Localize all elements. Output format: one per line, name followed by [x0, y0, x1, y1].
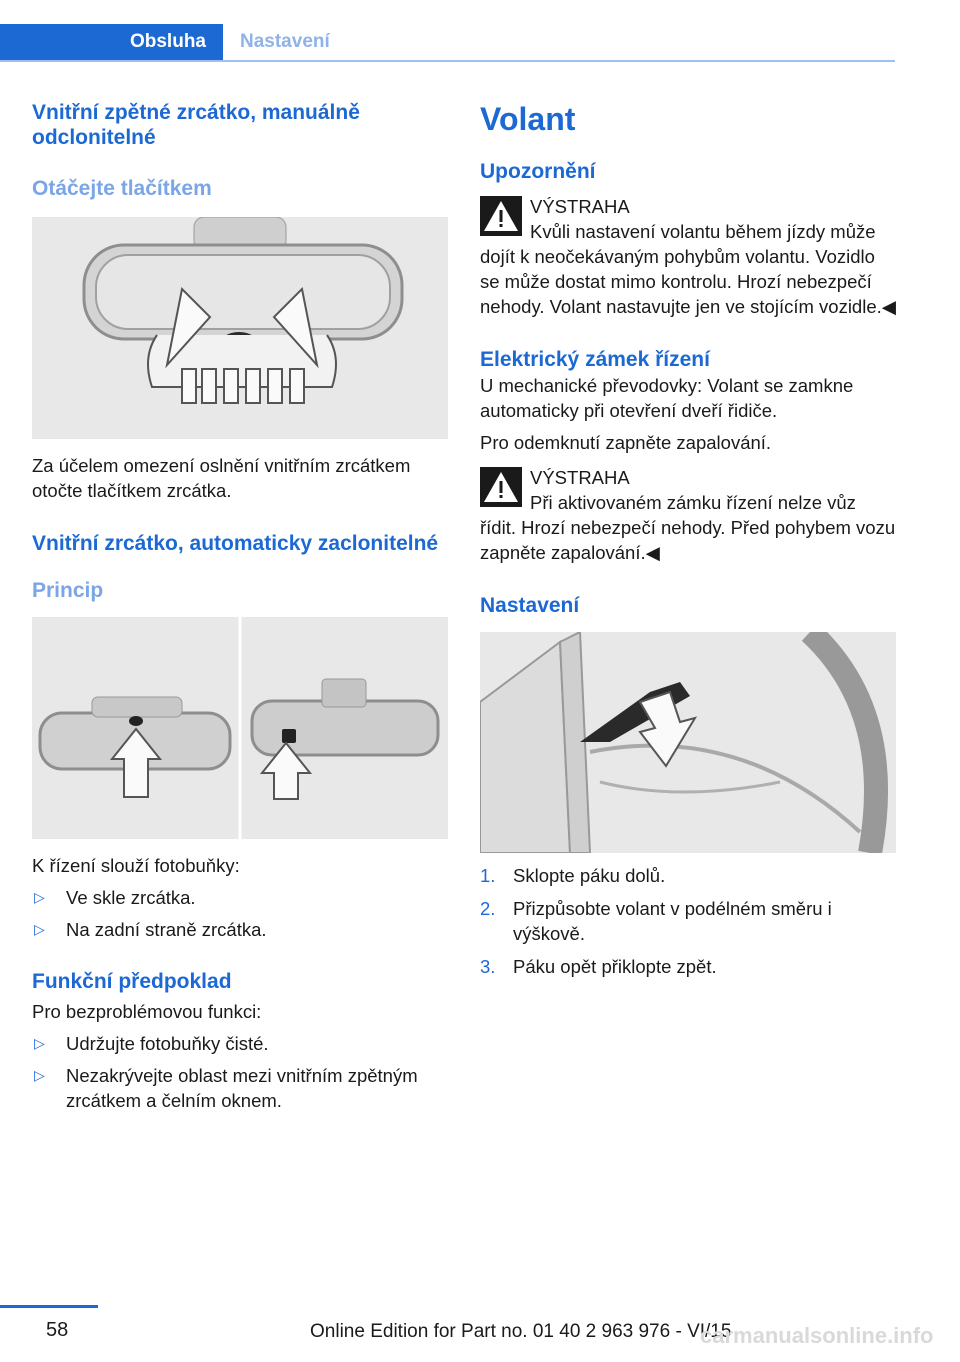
warning-block-2 [480, 465, 896, 565]
warning-triangle-icon [480, 196, 522, 236]
list-item [480, 896, 896, 946]
edition-note: Online Edition for Part no. 01 40 2 963 976 - VI/15 [310, 1321, 732, 1342]
paragraph-unlock: Pro odemknutí zapněte zapalování. [480, 432, 772, 453]
step-text: Páku opět přiklopte zpět. [513, 956, 717, 977]
warning-triangle-icon [480, 467, 522, 507]
subtitle-steering-lock: Elektrický zámek řízení [480, 348, 710, 371]
right-column [480, 100, 896, 979]
page-number: 58 [46, 1319, 69, 1341]
bullet-triangle-icon: ▷ [34, 1035, 45, 1051]
steps-list [480, 863, 896, 979]
bullet-triangle-icon: ▷ [34, 921, 45, 937]
list-item-text: Na zadní straně zrcátka. [66, 919, 267, 940]
subtitle-nastaveni: Nastavení [480, 594, 580, 617]
figure-auto-mirror [32, 617, 448, 839]
list-requirements [32, 1031, 448, 1113]
figure-manual-mirror [32, 217, 448, 439]
footer-accent-line [0, 1305, 98, 1308]
list-item-text: Nezakrývejte oblast mezi vnitřním zpětným zrcátkem a čelním oknem. [66, 1065, 418, 1111]
section-title-functional-requirement: Funkční předpoklad [32, 970, 232, 993]
warning-text: Kvůli nastavení volantu během jízdy může dojít k neočekávaným pohybům volantu. Vozidlo se může dostat mimo kontrolu. Hrozí nebezpečí nehody. Volant nastavujte jen ve stojícím vozidle.◀ [480, 221, 896, 317]
bullet-triangle-icon: ▷ [34, 1067, 45, 1083]
list-item [32, 885, 448, 910]
list-item-text: Ve skle zrcátka. [66, 887, 196, 908]
list-item-text: Udržujte fotobuňky čisté. [66, 1033, 269, 1054]
tab-underline [0, 60, 895, 62]
list-item [32, 1063, 448, 1113]
step-text: Přizpůsobte volant v podélném směru i výškově. [513, 898, 832, 944]
bullet-triangle-icon: ▷ [34, 889, 45, 905]
step-number: 1. [480, 865, 496, 886]
paragraph-manual-mirror: Za účelem omezení oslnění vnitřním zrcátkem otočte tlačítkem zrcátka. [32, 455, 411, 501]
left-column [32, 100, 448, 1113]
subtitle-princip: Princip [32, 579, 104, 602]
paragraph-steering-lock: U mechanické převodovky: Volant se zamkne automaticky při otevření dveří řidiče. [480, 375, 854, 421]
list-item [32, 917, 448, 942]
warning-heading: VÝSTRAHA [530, 467, 630, 488]
watermark: carmanualsonline.info [700, 1323, 934, 1348]
section-title-volant: Volant [480, 101, 576, 137]
subtitle-upozorneni: Upozornění [480, 160, 596, 183]
step-text: Sklopte páku dolů. [513, 865, 666, 886]
step-number: 2. [480, 898, 496, 919]
paragraph-photocells: K řízení slouží fotobuňky: [32, 855, 240, 876]
warning-text: Při aktivovaném zámku řízení nelze vůz řídit. Hrozí nebezpečí nehody. Před pohybem vozu zapněte zapalování.◀ [480, 492, 896, 563]
list-item [32, 1031, 448, 1056]
tab-obsluha[interactable]: Obsluha [0, 24, 223, 60]
list-item [480, 863, 896, 888]
warning-block-1 [480, 194, 896, 319]
header-tabs [0, 24, 895, 62]
step-number: 3. [480, 956, 496, 977]
subtitle-turn-button: Otáčejte tlačítkem [32, 177, 212, 200]
section-title-auto-mirror: Vnitřní zrcátko, automaticky zaclonitelné [32, 532, 439, 555]
list-item [480, 954, 896, 979]
paragraph-requirement: Pro bezproblémovou funkci: [32, 1001, 262, 1022]
figure-steering-lever [480, 632, 896, 853]
tab-nastaveni[interactable]: Nastavení [240, 31, 330, 52]
list-photocells [32, 885, 448, 942]
section-title-manual-mirror: Vnitřní zpětné zrcátko, manuálně odclonitelné [32, 101, 360, 149]
warning-heading: VÝSTRAHA [530, 196, 630, 217]
